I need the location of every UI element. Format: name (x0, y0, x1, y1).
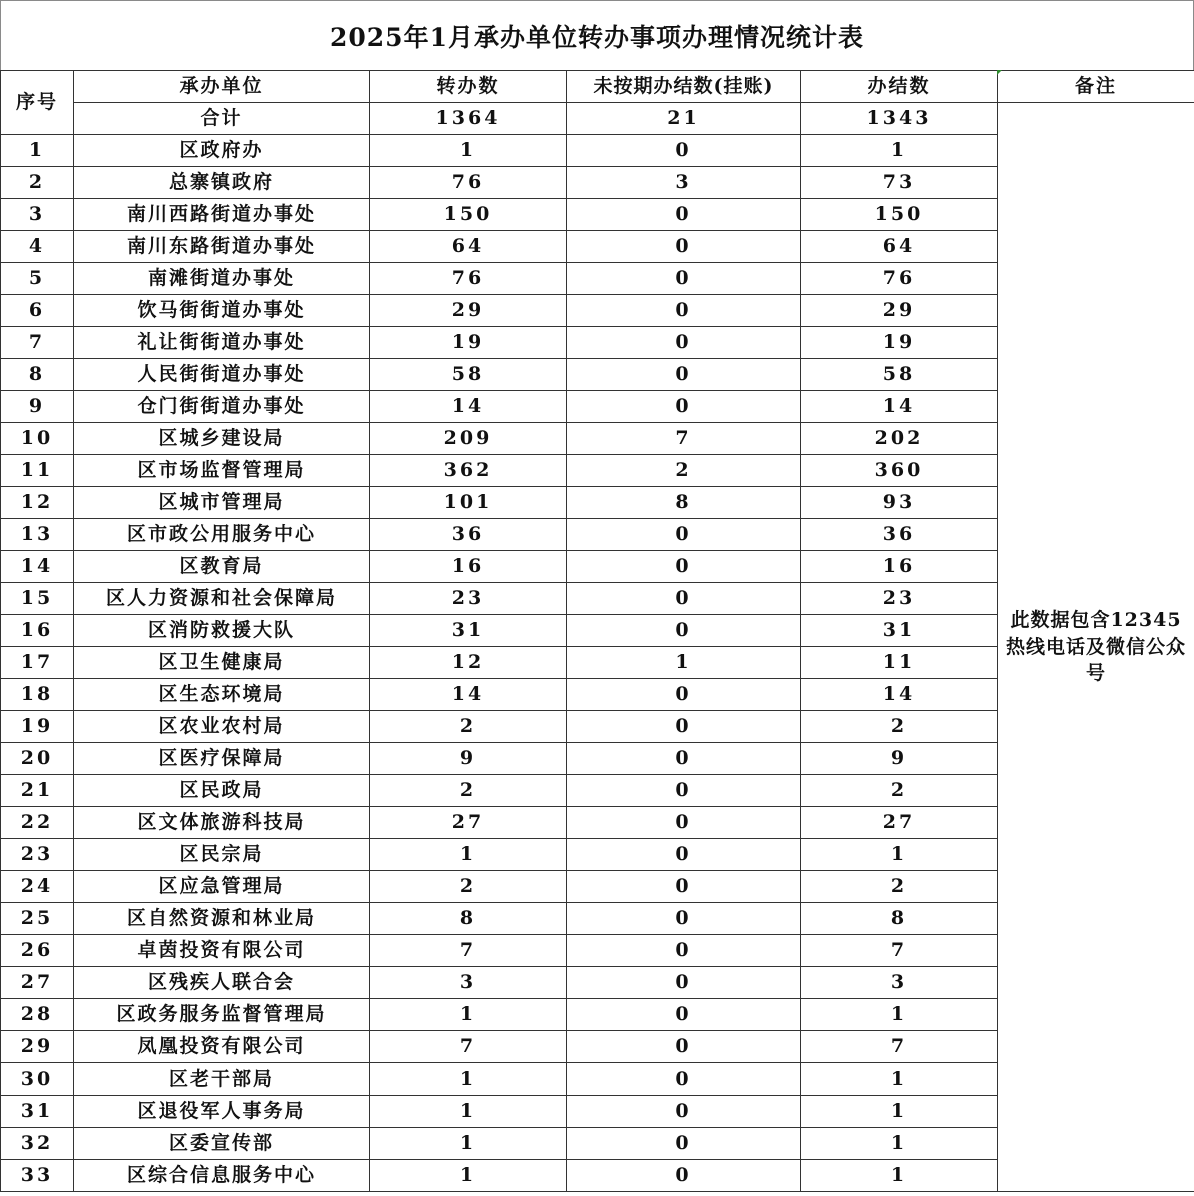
total-row (1, 103, 1194, 135)
row-seq: 12 (1, 487, 74, 519)
row-overdue: 0 (567, 903, 801, 935)
row-unit: 区自然资源和林业局 (74, 903, 370, 935)
row-transferred: 12 (370, 647, 567, 679)
row-seq: 13 (1, 519, 74, 551)
row-unit: 区文体旅游科技局 (74, 807, 370, 839)
row-overdue: 0 (567, 359, 801, 391)
row-overdue: 0 (567, 1031, 801, 1063)
row-overdue: 0 (567, 1096, 801, 1128)
cell-comment-marker (997, 70, 1002, 75)
row-unit: 卓茵投资有限公司 (74, 935, 370, 967)
row-unit: 区生态环境局 (74, 679, 370, 711)
row-overdue: 0 (567, 551, 801, 583)
row-transferred: 76 (370, 167, 567, 199)
row-completed: 14 (801, 391, 998, 423)
row-seq: 27 (1, 967, 74, 999)
total-transferred: 1364 (370, 103, 567, 135)
row-completed: 2 (801, 871, 998, 903)
row-transferred: 14 (370, 391, 567, 423)
row-transferred: 1 (370, 839, 567, 871)
row-overdue: 0 (567, 519, 801, 551)
row-overdue: 0 (567, 327, 801, 359)
row-unit: 区市场监督管理局 (74, 455, 370, 487)
row-transferred: 2 (370, 871, 567, 903)
total-completed: 1343 (801, 103, 998, 135)
row-completed: 150 (801, 199, 998, 231)
row-transferred: 7 (370, 1031, 567, 1063)
row-transferred: 2 (370, 711, 567, 743)
row-unit: 区政务服务监督管理局 (74, 999, 370, 1031)
row-overdue: 0 (567, 711, 801, 743)
row-completed: 36 (801, 519, 998, 551)
row-transferred: 31 (370, 615, 567, 647)
row-seq: 23 (1, 839, 74, 871)
header-completed: 办结数 (801, 71, 998, 103)
row-seq: 3 (1, 199, 74, 231)
row-seq: 30 (1, 1063, 74, 1096)
row-unit: 区残疾人联合会 (74, 967, 370, 999)
row-seq: 17 (1, 647, 74, 679)
row-transferred: 362 (370, 455, 567, 487)
row-completed: 14 (801, 679, 998, 711)
row-overdue: 0 (567, 615, 801, 647)
row-overdue: 0 (567, 999, 801, 1031)
row-transferred: 36 (370, 519, 567, 551)
row-completed: 27 (801, 807, 998, 839)
row-overdue: 0 (567, 967, 801, 999)
row-seq: 33 (1, 1160, 74, 1192)
row-seq: 21 (1, 775, 74, 807)
row-completed: 7 (801, 1031, 998, 1063)
row-overdue: 8 (567, 487, 801, 519)
row-transferred: 1 (370, 1128, 567, 1160)
row-unit: 区农业农村局 (74, 711, 370, 743)
row-completed: 7 (801, 935, 998, 967)
row-overdue: 0 (567, 263, 801, 295)
row-unit: 饮马街街道办事处 (74, 295, 370, 327)
row-unit: 区民政局 (74, 775, 370, 807)
header-remark: 备注 (998, 71, 1194, 103)
row-transferred: 1 (370, 1160, 567, 1192)
row-completed: 9 (801, 743, 998, 775)
row-unit: 南川西路街道办事处 (74, 199, 370, 231)
row-seq: 14 (1, 551, 74, 583)
row-completed: 360 (801, 455, 998, 487)
row-unit: 区教育局 (74, 551, 370, 583)
header-unit: 承办单位 (74, 71, 370, 103)
row-overdue: 0 (567, 583, 801, 615)
row-transferred: 2 (370, 775, 567, 807)
row-overdue: 0 (567, 1128, 801, 1160)
row-overdue: 0 (567, 871, 801, 903)
row-seq: 22 (1, 807, 74, 839)
statistics-table (0, 70, 1194, 1192)
row-completed: 8 (801, 903, 998, 935)
row-completed: 1 (801, 839, 998, 871)
row-unit: 仓门街街道办事处 (74, 391, 370, 423)
total-overdue: 21 (567, 103, 801, 135)
row-overdue: 0 (567, 295, 801, 327)
row-unit: 区医疗保障局 (74, 743, 370, 775)
row-unit: 区综合信息服务中心 (74, 1160, 370, 1192)
row-completed: 23 (801, 583, 998, 615)
row-unit: 区委宣传部 (74, 1128, 370, 1160)
row-overdue: 0 (567, 743, 801, 775)
row-seq: 11 (1, 455, 74, 487)
remark-cell: 此数据包含12345热线电话及微信公众号 (998, 103, 1194, 1192)
table-body (1, 71, 1194, 1192)
row-seq: 26 (1, 935, 74, 967)
row-unit: 南川东路街道办事处 (74, 231, 370, 263)
row-unit: 人民街街道办事处 (74, 359, 370, 391)
row-transferred: 14 (370, 679, 567, 711)
row-completed: 73 (801, 167, 998, 199)
row-completed: 16 (801, 551, 998, 583)
row-seq: 19 (1, 711, 74, 743)
row-completed: 1 (801, 1160, 998, 1192)
header-transferred: 转办数 (370, 71, 567, 103)
row-transferred: 1 (370, 999, 567, 1031)
row-overdue: 3 (567, 167, 801, 199)
row-completed: 31 (801, 615, 998, 647)
row-unit: 区退役军人事务局 (74, 1096, 370, 1128)
row-completed: 19 (801, 327, 998, 359)
row-overdue: 2 (567, 455, 801, 487)
row-unit: 区应急管理局 (74, 871, 370, 903)
row-unit: 区城市管理局 (74, 487, 370, 519)
row-transferred: 7 (370, 935, 567, 967)
row-unit: 南滩街道办事处 (74, 263, 370, 295)
row-transferred: 27 (370, 807, 567, 839)
row-seq: 32 (1, 1128, 74, 1160)
row-transferred: 23 (370, 583, 567, 615)
row-unit: 区老干部局 (74, 1063, 370, 1096)
row-completed: 2 (801, 711, 998, 743)
row-overdue: 0 (567, 199, 801, 231)
row-overdue: 0 (567, 1063, 801, 1096)
row-seq: 15 (1, 583, 74, 615)
row-transferred: 101 (370, 487, 567, 519)
row-seq: 1 (1, 135, 74, 167)
total-label: 合计 (74, 103, 370, 135)
row-overdue: 0 (567, 1160, 801, 1192)
row-completed: 58 (801, 359, 998, 391)
row-transferred: 16 (370, 551, 567, 583)
row-seq: 20 (1, 743, 74, 775)
row-overdue: 0 (567, 839, 801, 871)
row-seq: 24 (1, 871, 74, 903)
row-seq: 6 (1, 295, 74, 327)
row-unit: 区政府办 (74, 135, 370, 167)
row-transferred: 1 (370, 135, 567, 167)
row-seq: 2 (1, 167, 74, 199)
row-unit: 区民宗局 (74, 839, 370, 871)
row-overdue: 0 (567, 935, 801, 967)
row-seq: 4 (1, 231, 74, 263)
row-transferred: 150 (370, 199, 567, 231)
row-completed: 3 (801, 967, 998, 999)
header-seq: 序号 (1, 71, 74, 135)
row-transferred: 1 (370, 1063, 567, 1096)
row-transferred: 64 (370, 231, 567, 263)
row-overdue: 0 (567, 775, 801, 807)
row-overdue: 0 (567, 679, 801, 711)
row-seq: 9 (1, 391, 74, 423)
row-completed: 1 (801, 999, 998, 1031)
row-seq: 31 (1, 1096, 74, 1128)
row-transferred: 8 (370, 903, 567, 935)
row-transferred: 76 (370, 263, 567, 295)
row-seq: 18 (1, 679, 74, 711)
row-completed: 202 (801, 423, 998, 455)
row-seq: 10 (1, 423, 74, 455)
header-row (1, 71, 1194, 103)
row-completed: 1 (801, 135, 998, 167)
row-unit: 区人力资源和社会保障局 (74, 583, 370, 615)
row-unit: 礼让街街道办事处 (74, 327, 370, 359)
row-seq: 28 (1, 999, 74, 1031)
row-unit: 区卫生健康局 (74, 647, 370, 679)
row-seq: 8 (1, 359, 74, 391)
row-completed: 29 (801, 295, 998, 327)
row-transferred: 3 (370, 967, 567, 999)
row-overdue: 0 (567, 807, 801, 839)
row-completed: 11 (801, 647, 998, 679)
row-transferred: 58 (370, 359, 567, 391)
row-unit: 总寨镇政府 (74, 167, 370, 199)
row-completed: 76 (801, 263, 998, 295)
row-seq: 25 (1, 903, 74, 935)
row-transferred: 29 (370, 295, 567, 327)
page-title: 2025年1月承办单位转办事项办理情况统计表 (0, 0, 1194, 70)
row-unit: 凤凰投资有限公司 (74, 1031, 370, 1063)
row-overdue: 7 (567, 423, 801, 455)
row-transferred: 19 (370, 327, 567, 359)
row-completed: 1 (801, 1096, 998, 1128)
row-seq: 29 (1, 1031, 74, 1063)
row-transferred: 1 (370, 1096, 567, 1128)
row-seq: 7 (1, 327, 74, 359)
row-transferred: 209 (370, 423, 567, 455)
row-completed: 93 (801, 487, 998, 519)
row-seq: 16 (1, 615, 74, 647)
row-seq: 5 (1, 263, 74, 295)
row-overdue: 0 (567, 231, 801, 263)
header-overdue: 未按期办结数(挂账) (567, 71, 801, 103)
row-completed: 1 (801, 1128, 998, 1160)
row-unit: 区消防救援大队 (74, 615, 370, 647)
row-completed: 64 (801, 231, 998, 263)
row-completed: 1 (801, 1063, 998, 1096)
row-completed: 2 (801, 775, 998, 807)
row-unit: 区城乡建设局 (74, 423, 370, 455)
row-overdue: 0 (567, 391, 801, 423)
row-overdue: 1 (567, 647, 801, 679)
row-overdue: 0 (567, 135, 801, 167)
row-transferred: 9 (370, 743, 567, 775)
row-unit: 区市政公用服务中心 (74, 519, 370, 551)
